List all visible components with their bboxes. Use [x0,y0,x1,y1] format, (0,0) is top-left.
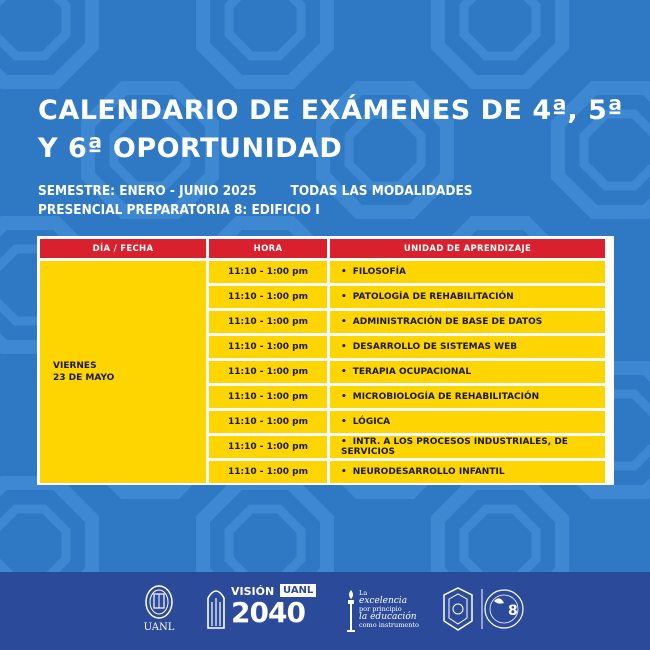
hour-cell: 11:10 - 1:00 pm [209,361,327,383]
unit-name: LÓGICA [352,417,391,427]
tower-icon [205,584,227,630]
motto-line-5: como instrumento [359,621,419,629]
day-date: 23 DE MAYO [53,373,115,383]
unit-name: DESARROLLO DE SISTEMAS WEB [352,342,518,352]
exam-table [37,236,614,485]
seal-number: 8 [508,603,518,619]
header-day: DÍA / FECHA [40,239,206,258]
unit-cell [330,336,605,358]
bullet-icon: • [341,317,347,327]
unit-name: NEURODESARROLLO INFANTIL [352,467,505,477]
hour-cell: 11:10 - 1:00 pm [209,386,327,408]
unit-name: TERAPIA OCUPACIONAL [352,367,472,377]
bullet-icon: • [341,392,347,402]
table-row [40,261,605,283]
unit-cell [330,436,605,458]
schedule-info [38,182,628,220]
excelencia-motto [359,589,429,629]
hour-cell: 11:10 - 1:00 pm [209,286,327,308]
unit-cell [330,361,605,383]
bullet-icon: • [341,292,347,302]
unit-name: FILOSOFÍA [352,267,406,277]
vision-word: VISIÓN [231,585,275,598]
unit-cell [330,261,605,283]
unit-name: PATOLOGÍA DE REHABILITACIÓN [352,292,514,302]
bullet-icon: • [341,267,347,277]
unit-cell [330,386,605,408]
unit-cell [330,311,605,333]
semester-text: SEMESTRE: ENERO - JUNIO 2025 [38,183,257,199]
day-cell [40,261,206,483]
bullet-icon: • [341,342,347,352]
title-line-1: CALENDARIO DE EXÁMENES DE 4ª, 5ª [38,95,624,126]
hour-cell: 11:10 - 1:00 pm [209,436,327,458]
bullet-icon: • [341,367,347,377]
hour-cell: 11:10 - 1:00 pm [209,411,327,433]
hour-cell: 11:10 - 1:00 pm [209,311,327,333]
header-hour: HORA [209,239,327,258]
unit-cell [330,411,605,433]
unit-cell [330,461,605,483]
bullet-icon: • [341,467,347,477]
day-weekday: VIERNES [53,361,97,371]
uanl-shield-icon [138,584,180,622]
vision-uanl-badge: UANL [280,584,316,597]
hour-cell: 11:10 - 1:00 pm [209,261,327,283]
bullet-icon: • [341,437,347,447]
motto-line-4: la educación [359,612,417,622]
vision-year: 2040 [231,596,305,629]
motto-line-2: excelencia [359,596,408,606]
table-header-row [40,239,605,258]
header-unit: UNIDAD DE APRENDIZAJE [330,239,605,258]
unit-cell [330,286,605,308]
vision-2040-logo [205,583,317,633]
modalities-text: TODAS LAS MODALIDADES [290,183,473,199]
unit-name: INTR. A LOS PROCESOS INDUSTRIALES, DE SERVICIOS [341,437,568,457]
title-line-2: Y 6ª OPORTUNIDAD [38,133,343,164]
hour-cell: 11:10 - 1:00 pm [209,336,327,358]
exam-table-grid [37,239,608,483]
uanl-logo [138,584,180,634]
bullet-icon: • [341,417,347,427]
hour-cell: 11:10 - 1:00 pm [209,461,327,483]
uanl-label: UANL [143,622,175,633]
school-seal-icon [438,585,528,633]
unit-name: MICROBIOLOGÍA DE REHABILITACIÓN [352,392,540,402]
torch-icon [345,588,357,634]
unit-name: ADMINISTRACIÓN DE BASE DE DATOS [352,317,543,327]
motto-line-1: La [359,589,368,597]
motto-line-3: por principio [359,605,402,613]
preparatoria-seals [438,585,528,633]
footer-bar [0,572,650,650]
excelencia-logo [345,588,423,634]
page-title [38,92,628,168]
location-text: PRESENCIAL PREPARATORIA 8: EDIFICIO I [38,202,320,218]
